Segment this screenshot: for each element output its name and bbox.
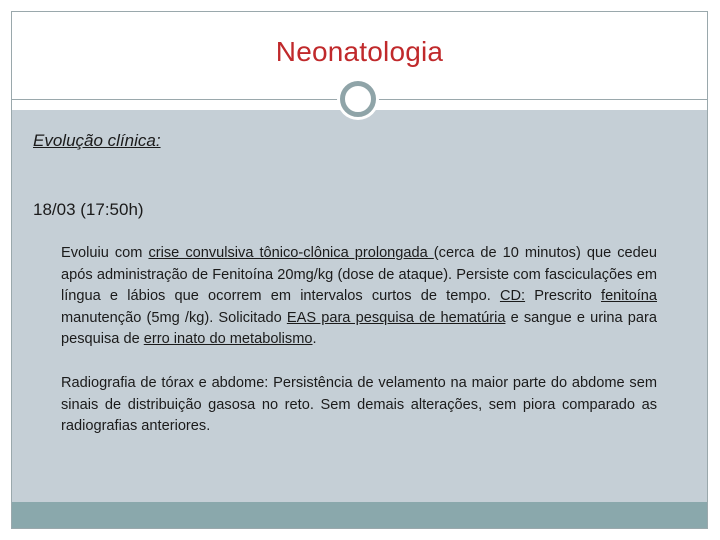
section-heading: Evolução clínica:	[33, 131, 161, 150]
u-cd: CD:	[499, 288, 526, 304]
text-segment: e sangue e urina para pesquisa de	[61, 309, 658, 347]
u-eas: EAS para pesquisa de hematúria	[286, 309, 506, 326]
circle-ornament-icon	[340, 81, 376, 117]
slide-title: Neonatologia	[275, 36, 444, 67]
text-segment: (cerca de 10 minutos) que cedeu após administração de Fenitoína 20mg/kg (dose de ataque). Persiste com fasciculações em língua e lábios que ocorrem em intervalos curtos de tempo.	[61, 245, 657, 304]
clinical-paragraph	[61, 243, 657, 351]
u-phenytoin: fenitoína	[601, 288, 658, 304]
footer-bar	[12, 502, 707, 528]
u-metabolism: erro inato do metabolismo	[143, 331, 313, 347]
u-seizure: crise convulsiva tônico-clônica prolongada	[148, 245, 434, 261]
entry-date: 18/03 (17:50h)	[33, 200, 144, 219]
radiography-paragraph: Radiografia de tórax e abdome: Persistência de velamento na maior parte do abdome sem sinais de distribuição gasosa no reto. Sem demais alterações, sem piora comparado as radiografias anteriores.	[61, 375, 657, 434]
text-segment: .	[312, 331, 317, 347]
text-segment: manutenção (5mg /kg). Solicitado	[61, 309, 287, 326]
text-segment: Evoluiu com	[61, 245, 149, 261]
text-segment: Prescrito	[525, 288, 602, 304]
